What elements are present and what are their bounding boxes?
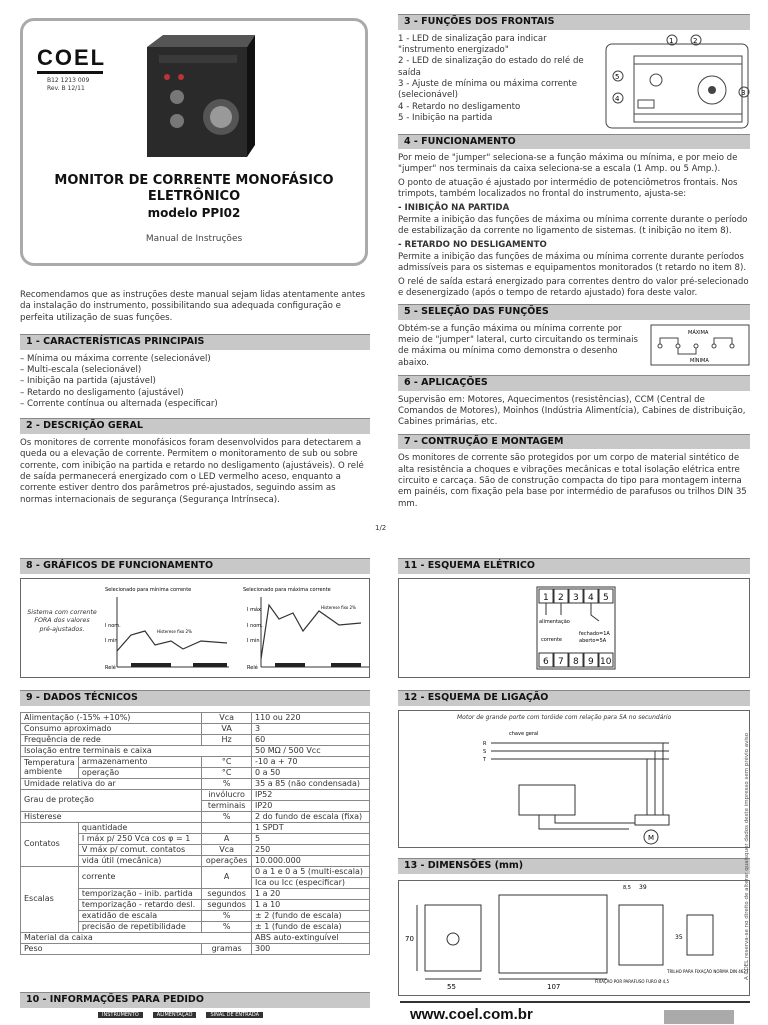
order-info-header: INSTRUMENTO ALIMENTAÇÃO SINAL DE ENTRADA xyxy=(98,1012,370,1019)
subheading-off-delay: - RETARDO NO DESLIGAMENTO xyxy=(398,240,547,251)
logo-underline xyxy=(37,71,103,74)
svg-text:R: R xyxy=(483,741,487,747)
section-8-title: 8 - GRÁFICOS DE FUNCIONAMENTO xyxy=(20,558,370,574)
fechado-label: fechado=1A xyxy=(579,631,610,637)
table-row: vida útil (mecânica) operações 10.000.000 xyxy=(21,855,370,866)
svg-text:5: 5 xyxy=(603,593,609,603)
motor-label: M xyxy=(648,834,655,842)
fixing-label: FIXAÇÃO POR PARAFUSO FURO Ø 4,5 xyxy=(595,979,670,984)
svg-text:6: 6 xyxy=(543,657,549,667)
dim-8-5: 8,5 xyxy=(623,885,631,891)
svg-text:9: 9 xyxy=(588,657,594,667)
website-link[interactable]: www.coel.com.br xyxy=(410,1006,533,1023)
product-cover xyxy=(20,18,368,266)
jumper-diagram xyxy=(650,324,750,366)
table-row: Temperatura ambiente armazenamento °C -10 a + 70 xyxy=(21,756,370,767)
table-row: Material da caixa ABS auto-extinguível xyxy=(21,932,370,943)
dimensions-drawing xyxy=(398,880,750,996)
svg-text:S: S xyxy=(483,749,487,755)
section-6-title: 6 - APLICAÇÕES xyxy=(398,375,750,391)
function-selection-text: Obtém-se a função máxima ou mínima corrente por meio de "jumper" lateral, curto circuitando os terminais de máxima ou mínima como demonstra o desenho abaixo. xyxy=(398,323,639,368)
section-10-title: 10 - INFORMAÇÕES PARA PEDIDO xyxy=(20,992,370,1008)
device-photo xyxy=(141,33,255,163)
page-number: 1/2 xyxy=(375,524,387,532)
graph-2-imax: I máx xyxy=(247,607,261,613)
features-list xyxy=(20,354,370,411)
alimentacao-label: alimentação xyxy=(539,619,570,625)
graph-1-inom: I nom. xyxy=(105,623,121,629)
graph-2-label: Selecionado para máxima corrente xyxy=(243,587,331,593)
section-7-title: 7 - CONTRUÇÃO E MONTAGEM xyxy=(398,434,750,450)
technical-data-table xyxy=(20,712,370,955)
svg-text:1: 1 xyxy=(669,36,674,45)
table-row: precisão de repetibilidade % ± 1 (fundo de escala) xyxy=(21,921,370,932)
list-item: – Corrente contínua ou alternada (especificar) xyxy=(20,399,370,410)
table-row: Consumo aproximado VA 3 xyxy=(21,723,370,734)
operation-text-3: Permite a inibição das funções de máxima ou mínima corrente durante o período de estabilização da corrente no ligamento de sistemas. (t inibição no item 8). xyxy=(398,214,748,237)
min-label: MÍNIMA xyxy=(690,357,709,364)
max-label: MÁXIMA xyxy=(688,329,709,336)
table-row: Ica ou Icc (especificar) xyxy=(21,877,370,888)
dim-70: 70 xyxy=(405,935,414,943)
table-row: Grau de proteção invólucro IP52 xyxy=(21,789,370,800)
section-5-title: 5 - SELEÇÃO DAS FUNÇÕES xyxy=(398,304,750,320)
table-row: Contatos quantidade 1 SPDT xyxy=(21,822,370,833)
table-row: terminais IP20 xyxy=(21,800,370,811)
section-4-title: 4 - FUNCIONAMENTO xyxy=(398,134,750,150)
table-row: temporização - retardo desl. segundos 1 a 10 xyxy=(21,899,370,910)
list-item: 4 - Retardo no desligamento xyxy=(398,101,521,112)
list-item: 2 - LED de sinalização do estado do relé de saída xyxy=(398,56,584,78)
table-row: operação °C 0 a 50 xyxy=(21,767,370,778)
graph-1-rele: Relé xyxy=(105,665,116,671)
front-panel-diagram xyxy=(604,34,750,130)
wiring-diagram xyxy=(398,710,750,848)
chave-label: chave geral xyxy=(509,731,539,737)
graph-2-rele: Relé xyxy=(247,665,258,671)
svg-text:4: 4 xyxy=(588,593,594,603)
product-title: MONITOR DE CORRENTE MONOFÁSICO ELETRÔNICO modelo PPI02 xyxy=(54,173,334,220)
operation-text-2: O ponto de atuação é ajustado por intermédio de potenciômetros frontais. Nos trimpots, também localizados no frontal do instrumento, ajusta-se: xyxy=(398,177,738,200)
svg-text:7: 7 xyxy=(558,657,564,667)
legal-vertical-text: A COEL reserva-se no direito de alterar quaisquer dados deste impresso sem prévio aviso xyxy=(744,732,750,980)
table-row: Frequência de rede Hz 60 xyxy=(21,734,370,745)
section-9-title: 9 - DADOS TÉCNICOS xyxy=(20,690,370,706)
front-functions-list xyxy=(398,34,598,130)
aberto-label: aberto=5A xyxy=(579,638,607,644)
construction-text: Os monitores de corrente são protegidos por um corpo de material sintético de alta resistência a choques e vibrações mecânicas e total isolação elétrica entre circuito e carcaça. São de construção compacta do tipo para montagem interna em painéis, com fixação pela base por intermédio de parafusos ou trilhos DIN 35 mm. xyxy=(398,453,747,509)
list-item: – Retardo no desligamento (ajustável) xyxy=(20,388,370,399)
svg-text:1: 1 xyxy=(543,593,549,603)
section-11-title: 11 - ESQUEMA ELÉTRICO xyxy=(398,558,750,574)
table-row: Histerese % 2 do fundo de escala (fixa) xyxy=(21,811,370,822)
svg-text:2: 2 xyxy=(558,593,564,603)
operation-graphs xyxy=(20,578,370,678)
coel-logo: COEL xyxy=(37,45,107,70)
table-row: Umidade relativa do ar % 35 a 85 (não condensada) xyxy=(21,778,370,789)
applications-text: Supervisão em: Motores, Aquecimentos (resistências), CCM (Central de Comandos de Motores), Moinhos (Indústria Alimentícia), Cabines de distribuição, Cabines primárias, etc. xyxy=(398,394,746,428)
subheading-start-inhibit: - INIBIÇÃO NA PARTIDA xyxy=(398,203,510,214)
operation-text-1: Por meio de "jumper" seleciona-se a função máxima ou mínima, e por meio de "jumper" nos terminais da caixa seleciona-se a escala (1 Amp. ou 5 Amp.). xyxy=(398,153,738,175)
intro-text: Recomendamos que as instruções deste manual sejam lidas atentamente antes da instalação do instrumento, possibilitando sua adequada configuração e perfeita utilização de suas funções. xyxy=(20,290,366,323)
list-item: – Mínima ou máxima corrente (selecionável) xyxy=(20,354,370,365)
table-row: exatidão de escala % ± 2 (fundo de escala) xyxy=(21,910,370,921)
dim-55: 55 xyxy=(447,983,456,991)
table-row: I máx p/ 250 Vca cos φ = 1 A 5 xyxy=(21,833,370,844)
description-text: Os monitores de corrente monofásicos foram desenvolvidos para detectarem a queda ou a elevação de corrente. Permitem o monitoramento de sub ou sobre corrente, com inibição na partida e retardo no desligamento (ajustáveis). O relé de saída permanecerá energizado com o LED vermelho aceso, enquanto a corrente estiver dentro dos parâmetros pré-ajustados, seguindo assim as normas internacionais de segurança (Segurança Intrínseca). xyxy=(20,437,364,505)
table-row: Escalas corrente A 0 a 1 e 0 a 5 (multi-escala) xyxy=(21,866,370,877)
graph-note: Sistema com corrente FORA dos valores pré-ajustados. xyxy=(27,609,97,633)
section-2-title: 2 - DESCRIÇÃO GERAL xyxy=(20,418,370,434)
section-12-title: 12 - ESQUEMA DE LIGAÇÃO xyxy=(398,690,750,706)
svg-text:4: 4 xyxy=(615,94,620,103)
svg-text:3: 3 xyxy=(573,593,579,603)
svg-text:T: T xyxy=(483,757,487,763)
corrente-label: corrente xyxy=(541,637,563,643)
table-row: Alimentação (-15% +10%) Vca 110 ou 220 xyxy=(21,712,370,723)
graph-1-hist: Histerese fixo 2% xyxy=(157,629,192,634)
table-row: Peso gramas 300 xyxy=(21,943,370,954)
electrical-schematic xyxy=(398,578,750,678)
dim-35: 35 xyxy=(675,934,683,941)
svg-text:3: 3 xyxy=(741,88,746,97)
svg-text:10: 10 xyxy=(600,657,612,667)
table-row: temporização - inib. partida segundos 1 a 20 xyxy=(21,888,370,899)
dim-107: 107 xyxy=(547,983,561,991)
footer-graybox xyxy=(664,1010,734,1024)
graph-1-label: Selecionado para mínima corrente xyxy=(105,587,192,593)
rail-label: TRILHO PARA FIXAÇÃO NORMA DIN 46277 xyxy=(667,969,749,974)
section-3-title: 3 - FUNÇÕES DOS FRONTAIS xyxy=(398,14,750,30)
manual-label: Manual de Instruções xyxy=(145,234,243,244)
graph-1-imin: I min xyxy=(105,638,118,644)
product-code: B12 1213 009 Rev. B 12/11 xyxy=(47,77,90,92)
svg-text:8: 8 xyxy=(573,657,579,667)
graph-2-hist: Histerese fixo 2% xyxy=(321,605,356,610)
right-column-top xyxy=(398,14,750,512)
table-row: Isolação entre terminais e caixa 50 MΩ / 500 Vcc xyxy=(21,745,370,756)
graph-2-imin: I min xyxy=(247,638,260,644)
list-item: 1 - LED de sinalização para indicar "instrumento energizado" xyxy=(398,33,547,55)
list-item: 3 - Ajuste de mínima ou máxima corrente (selecionável) xyxy=(398,78,578,101)
list-item: – Multi-escala (selecionável) xyxy=(20,365,370,376)
svg-text:5: 5 xyxy=(615,72,620,81)
dim-39: 39 xyxy=(639,884,647,891)
operation-text-5: O relé de saída estará energizado para correntes dentro do valor pré-selecionado e desenergizado (após o tempo de retardo ajustado) fora deste valor. xyxy=(398,276,749,298)
section-1-title: 1 - CARACTERÍSTICAS PRINCIPAIS xyxy=(20,334,370,350)
table-row: V máx p/ comut. contatos Vca 250 xyxy=(21,844,370,855)
list-item: – Inibição na partida (ajustável) xyxy=(20,376,370,387)
list-item: 5 - Inibição na partida xyxy=(398,112,493,123)
section-13-title: 13 - DIMENSÕES (mm) xyxy=(398,858,750,874)
graph-2-inom: I nom. xyxy=(247,623,263,629)
svg-text:2: 2 xyxy=(693,36,698,45)
left-column-top xyxy=(20,290,370,508)
wiring-caption: Motor de grande porte com toróide com relação para 5A no secundário xyxy=(457,714,672,721)
operation-text-4: Permite a inibição das funções de máxima ou mínima corrente durante períodos admissíveis para os sistemas e equipamentos monitorados (t retardo no item 8). xyxy=(398,251,747,274)
footer-divider xyxy=(400,1001,750,1003)
